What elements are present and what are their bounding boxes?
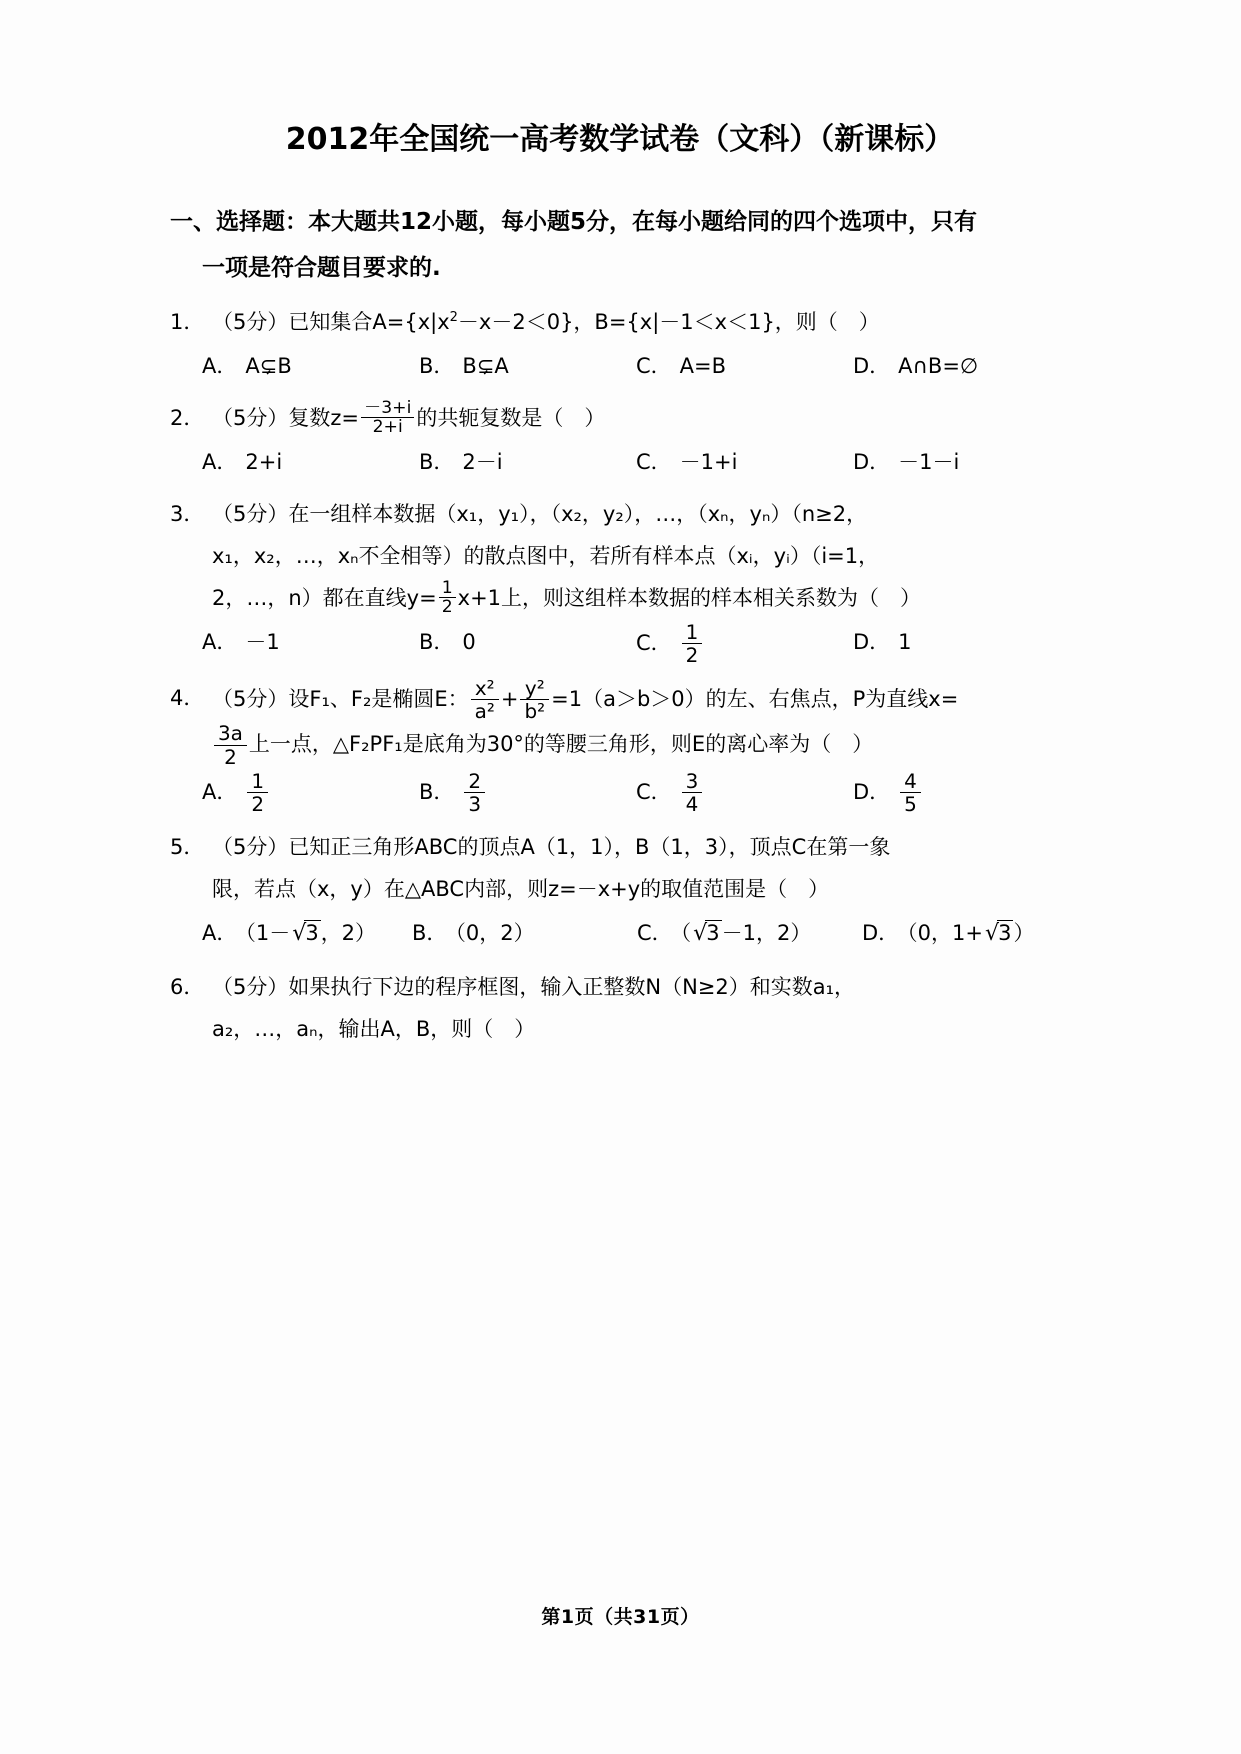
fraction-denominator: 2 <box>441 596 453 617</box>
option-d-label: D． <box>862 920 900 945</box>
option-b[interactable] <box>419 770 636 816</box>
option-b-label: B． <box>412 920 448 945</box>
option-b[interactable] <box>419 621 636 663</box>
question-4-number: 4． <box>170 685 205 710</box>
question-6-score: （5分） <box>212 974 289 999</box>
option-a-value: 2+i <box>245 450 283 474</box>
question-2-text-post: 的共轭复数是（ ） <box>416 406 606 430</box>
question-5-body <box>212 826 1070 910</box>
question-1-text <box>212 301 1070 343</box>
question-5-line-1 <box>212 826 1070 868</box>
option-c-label: C． <box>636 450 672 474</box>
section-heading-line1: 一、选择题：本大题共12小题，每小题5分，在每小题给同的四个选项中，只有 <box>170 209 978 235</box>
fraction-numerator: x² <box>471 677 499 700</box>
question-1-options <box>170 345 1070 387</box>
fraction-denominator: b² <box>524 699 546 724</box>
option-c[interactable] <box>636 441 853 483</box>
option-c[interactable] <box>636 345 853 387</box>
option-c-fraction <box>682 621 703 667</box>
question-3-line-3 <box>212 577 1070 619</box>
option-b-value: B⊊A <box>462 354 509 378</box>
option-d-value: 1 <box>898 630 912 654</box>
fraction-denominator: 2 <box>685 643 699 668</box>
option-b-value: 0 <box>462 630 476 654</box>
option-a-label: A． <box>202 920 238 945</box>
option-a[interactable] <box>202 621 419 663</box>
option-c-value: A=B <box>679 354 727 378</box>
option-a[interactable] <box>202 345 419 387</box>
sqrt-icon: √3 <box>292 920 319 946</box>
option-c-fraction <box>682 770 703 816</box>
option-d-value: A∩B=∅ <box>898 354 979 378</box>
option-d-label: D． <box>853 450 891 474</box>
question-4-line-1 <box>212 677 1070 723</box>
option-b-value: （0，2） <box>455 920 535 945</box>
question-2-options <box>170 441 1070 483</box>
option-b[interactable] <box>419 441 636 483</box>
complex-fraction <box>361 399 414 436</box>
question-4-line1-b: =1（a＞b＞0）的左、右焦点，P为直线x= <box>551 686 959 711</box>
question-4-options <box>170 770 1070 816</box>
question-4-score: （5分） <box>212 686 289 711</box>
ellipse-term-x <box>471 677 499 723</box>
fraction-denominator: 2 <box>251 792 265 817</box>
fraction-denominator: 3 <box>468 792 482 817</box>
question-4-line1-a: 设F₁、F₂是椭圆E： <box>288 686 469 711</box>
section-heading-line2: 一项是符合题目要求的. <box>202 255 441 281</box>
question-1-exponent: 2 <box>449 310 458 325</box>
question-3-line3-pre: 2，…，n）都在直线y= <box>212 586 437 610</box>
question-6-line1-text: 如果执行下边的程序框图，输入正整数N（N≥2）和实数a₁， <box>288 974 856 999</box>
fraction-numerator: －3+i <box>361 399 414 418</box>
question-2-score: （5分） <box>212 406 289 430</box>
option-c-value <box>681 921 812 945</box>
slope-fraction <box>439 579 456 616</box>
fraction-numerator: 1 <box>682 621 703 644</box>
option-a-value: －1 <box>245 630 280 654</box>
sqrt-icon: √3 <box>693 920 720 946</box>
option-a-fraction <box>247 770 268 816</box>
option-d[interactable] <box>853 441 1070 483</box>
question-3-line-1 <box>212 493 1070 535</box>
option-d[interactable] <box>853 345 1070 387</box>
question-1-text-post: －x－2＜0}，B={x|－1＜x＜1}，则（ ） <box>457 310 880 334</box>
option-b-value: 2－i <box>462 450 503 474</box>
question-5-score: （5分） <box>212 834 289 859</box>
question-6-line-2: a₂，…，aₙ，输出A，B，则（ ） <box>212 1016 536 1041</box>
question-2 <box>170 397 1070 439</box>
option-d-value: －1－i <box>898 450 960 474</box>
fraction-numerator: 1 <box>247 770 268 793</box>
option-c-part3: －1，2） <box>721 920 812 945</box>
option-c-value: －1+i <box>679 450 738 474</box>
page-title: 2012年全国统一高考数学试卷（文科）（新课标） <box>285 122 955 157</box>
option-b-label: B． <box>419 450 455 474</box>
question-3-number: 3． <box>170 502 205 526</box>
ellipse-term-y <box>520 677 549 723</box>
option-b-label: B． <box>419 354 455 378</box>
option-d[interactable] <box>853 770 1070 816</box>
question-1-body <box>212 301 1070 343</box>
option-c[interactable] <box>636 770 853 816</box>
question-3-body <box>212 493 1070 619</box>
fraction-numerator: 4 <box>900 770 921 793</box>
question-1-number: 1． <box>170 310 205 334</box>
question-3 <box>170 493 1070 619</box>
fraction-denominator: 5 <box>904 792 917 817</box>
option-b-fraction <box>464 770 485 816</box>
option-a-label: A． <box>202 630 238 654</box>
option-a-value: A⊊B <box>245 354 292 378</box>
fraction-numerator: y² <box>520 677 549 700</box>
option-d-value <box>907 921 1034 945</box>
page-content <box>170 120 1070 1050</box>
option-d-label: D． <box>853 630 891 654</box>
question-4-body <box>212 677 1070 768</box>
question-1-text-pre: 已知集合A={x|x <box>288 310 450 334</box>
question-3-score: （5分） <box>212 502 289 526</box>
sqrt-icon: √3 <box>985 920 1012 946</box>
fraction-numerator: 1 <box>439 579 456 598</box>
option-c[interactable] <box>637 912 862 956</box>
question-6-number: 6． <box>170 974 205 999</box>
question-4 <box>170 677 1070 768</box>
fraction-denominator: 2 <box>224 744 237 769</box>
question-6-line-1 <box>212 966 1070 1008</box>
fraction-denominator: 2+i <box>372 416 403 437</box>
question-2-body <box>212 397 1070 439</box>
option-a-part3: ，2） <box>320 920 377 945</box>
fraction-numerator: 3a <box>214 722 247 745</box>
option-b-label: B． <box>419 779 455 804</box>
fraction-numerator: 3 <box>682 770 703 793</box>
option-d[interactable] <box>853 621 1070 663</box>
option-c-label: C． <box>636 354 672 378</box>
option-a[interactable] <box>202 912 412 956</box>
question-3-line-2: x₁，x₂，…，xₙ不全相等）的散点图中，若所有样本点（xᵢ，yᵢ）（i=1， <box>212 544 880 568</box>
option-d[interactable] <box>862 912 1034 956</box>
question-2-text <box>212 397 1070 439</box>
question-4-line2-text: 上一点，△F₂PF₁是底角为30°的等腰三角形，则E的离心率为（ ） <box>248 732 874 757</box>
fraction-denominator: a² <box>474 699 495 724</box>
question-4-line-2 <box>212 722 1070 768</box>
option-b[interactable] <box>419 345 636 387</box>
question-5-line-2: 限，若点（x，y）在△ABC内部，则z=－x+y的取值范围是（ ） <box>212 876 830 901</box>
page-footer: 第1页（共31页） <box>541 1606 700 1628</box>
section-heading <box>170 199 1070 291</box>
option-d-part1: （0，1+ <box>907 920 983 945</box>
fraction-denominator: 4 <box>685 792 699 817</box>
option-a-label: A． <box>202 779 238 804</box>
question-5-number: 5． <box>170 834 205 859</box>
option-b-label: B． <box>419 630 455 654</box>
option-d-label: D． <box>853 354 891 378</box>
fraction-numerator: 2 <box>464 770 485 793</box>
option-a-label: A． <box>202 450 238 474</box>
option-a[interactable] <box>202 770 419 816</box>
question-5 <box>170 826 1070 910</box>
option-b[interactable] <box>412 912 637 956</box>
question-1 <box>170 301 1070 343</box>
question-2-text-pre: 复数z= <box>288 406 359 430</box>
question-3-line1-text: 在一组样本数据（x₁，y₁），（x₂，y₂），…，（xₙ，yₙ）（n≥2， <box>288 502 868 526</box>
option-c-label: C． <box>636 779 672 804</box>
option-c-label: C． <box>637 920 673 945</box>
question-4-plus: + <box>500 686 519 711</box>
question-3-line3-post: x+1上，则这组样本数据的样本相关系数为（ ） <box>457 586 922 610</box>
line-x-fraction <box>214 722 247 768</box>
option-a-value <box>245 921 376 945</box>
option-a-part1: （1－ <box>245 920 291 945</box>
option-c-label: C． <box>636 630 672 655</box>
question-5-line1-text: 已知正三角形ABC的顶点A（1，1），B（1，3），顶点C在第一象 <box>288 834 891 859</box>
question-2-number: 2． <box>170 406 205 430</box>
option-a-label: A． <box>202 354 238 378</box>
option-d-label: D． <box>853 779 891 804</box>
option-d-fraction <box>900 770 921 816</box>
question-6-body <box>212 966 1070 1050</box>
option-d-part3: ） <box>1013 920 1035 945</box>
question-5-options <box>170 912 1070 956</box>
question-1-score: （5分） <box>212 310 289 334</box>
option-c-part1: （ <box>680 920 692 945</box>
question-3-options <box>170 621 1070 667</box>
option-c[interactable] <box>636 621 853 667</box>
question-6 <box>170 966 1070 1050</box>
option-a[interactable] <box>202 441 419 483</box>
